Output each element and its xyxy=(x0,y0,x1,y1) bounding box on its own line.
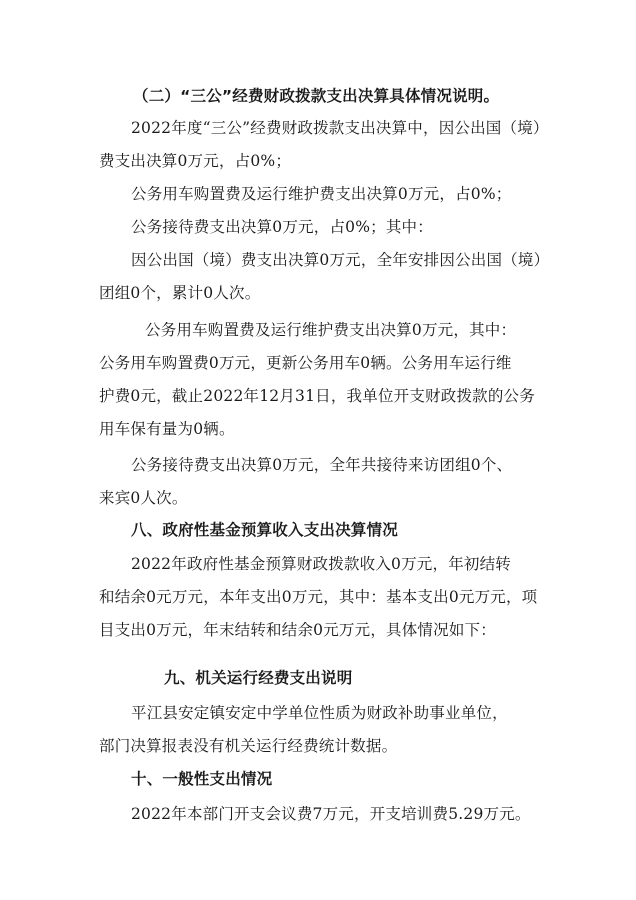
section-2-line-9: 护费0元，截止2022年12月31日，我单位开支财政拨款的公务 xyxy=(99,387,535,405)
section-2-heading: （二）“三公”经费财政拨款支出决算具体情况说明。 xyxy=(133,87,500,105)
section-2-line-7: 公务用车购置费及运行维护费支出决算0万元，其中： xyxy=(145,321,517,339)
section-8-line-1: 2022年政府性基金预算财政拨款收入0万元，年初结转 xyxy=(131,555,512,573)
section-2-line-8: 公务用车购置费0万元，更新公务用车0辆。公务用车运行维 xyxy=(99,354,512,372)
section-9-line-2: 部门决算报表没有机关运行经费统计数据。 xyxy=(99,737,398,755)
section-2-line-5: 因公出国（境）费支出决算0万元，全年安排因公出国（境） xyxy=(131,251,550,269)
section-10-heading: 十、一般性支出情况 xyxy=(131,770,273,788)
section-9-line-1: 平江县安定镇安定中学单位性质为财政补助事业单位， xyxy=(131,704,508,722)
section-8-line-2: 和结余0元万元，本年支出0万元，其中：基本支出0元万元，项 xyxy=(99,588,538,606)
section-8-line-3: 目支出0万元，年末结转和结余0元万元，具体情况如下： xyxy=(99,621,496,639)
section-10-line-1: 2022年本部门开支会议费7万元，开支培训费5.29万元。 xyxy=(131,805,531,823)
section-2-line-12: 来宾0人次。 xyxy=(99,489,188,507)
section-2-line-2: 费支出决算0万元，占0%； xyxy=(99,152,292,170)
section-2-line-11: 公务接待费支出决算0万元，全年共接待来访团组0个、 xyxy=(131,456,513,474)
section-2-line-10: 用车保有量为0辆。 xyxy=(99,420,235,438)
section-2-line-4: 公务接待费支出决算0万元，占0%；其中： xyxy=(131,218,433,236)
section-2-line-1: 2022年度“三公”经费财政拨款支出决算中，因公出国（境） xyxy=(131,119,549,137)
section-2-line-6: 团组0个，累计0人次。 xyxy=(99,284,261,302)
section-9-heading: 九、机关运行经费支出说明 xyxy=(164,669,353,687)
section-8-heading: 八、政府性基金预算收入支出决算情况 xyxy=(131,521,398,539)
section-2-line-3: 公务用车购置费及运行维护费支出决算0万元，占0%； xyxy=(131,185,512,203)
